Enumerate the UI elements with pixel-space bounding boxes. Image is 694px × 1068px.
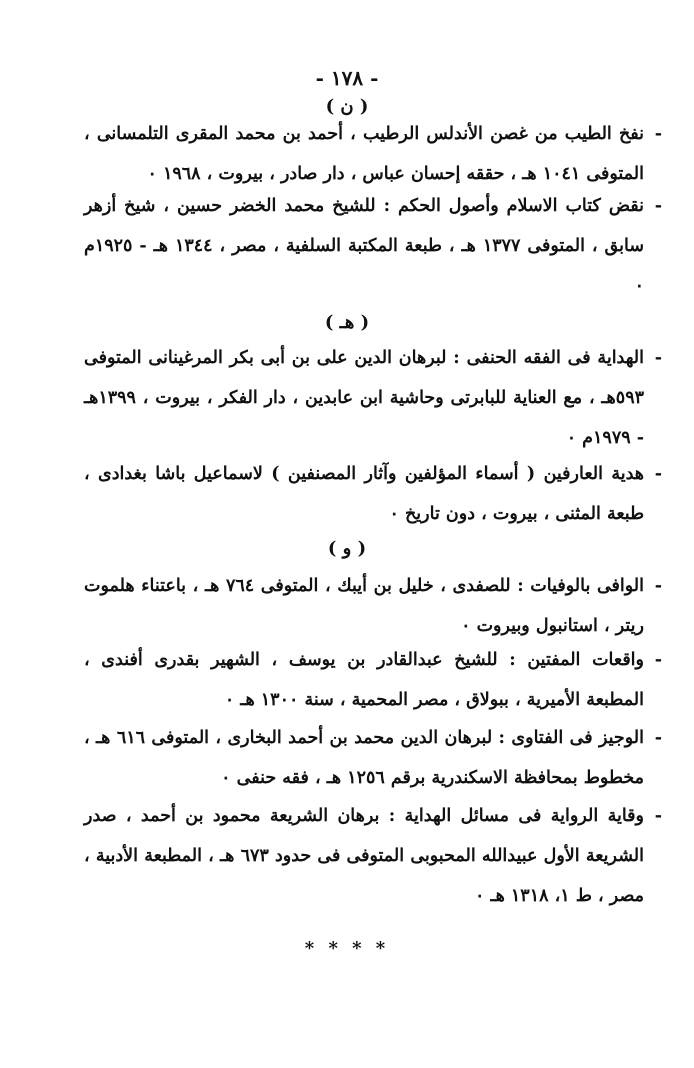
entry-dash: - [654,464,662,484]
bibliography-entry [84,186,662,306]
entry-dash: - [654,348,662,368]
entry-dash: - [654,124,662,144]
bibliography-entry [84,796,662,916]
entry-text: الوجيز فى الفتاوى : لبرهان الدين محمد بن أحمد البخارى ، المتوفى ٦١٦ هـ ، مخطوط بمحافظة الاسكندرية برقم ١٢٥٦ هـ ، فقه حنفى ٠ [84,728,644,788]
end-mark: * * * * [304,938,390,959]
entry-dash: - [654,806,662,826]
entry-dash: - [654,650,662,670]
bibliography-entry [84,718,662,798]
section-heading-nun: ( ن ) [325,96,369,117]
entry-text: وقاية الرواية فى مسائل الهداية : برهان الشريعة محمود بن أحمد ، صدر الشريعة الأول عبيدالله المحبوبى المتوفى فى حدود ٦٧٣ هـ ، المطبعة الأدبية ، مصر ، ط ١، ١٣١٨ هـ ٠ [84,806,644,906]
bibliography-entry [84,454,662,534]
bibliography-entry [84,338,662,458]
entry-text: الوافى بالوفيات : للصفدى ، خليل بن أيبك ، المتوفى ٧٦٤ هـ ، باعتناء هلموت ريتر ، استانبول وبيروت ٠ [84,576,645,636]
section-heading-ha: ( هـ ) [324,312,370,333]
page-number: - ١٧٨ - [315,66,379,90]
entry-text: نقض كتاب الاسلام وأصول الحكم : للشيخ محمد الخضر حسين ، شيخ أزهر سابق ، المتوفى ١٣٧٧ هـ ، طبعة المكتبة السلفية ، مصر ، ١٣٤٤ هـ - ١٩٢٥م ٠ [84,196,644,296]
entry-dash: - [654,576,662,596]
entry-dash: - [654,196,662,216]
bibliography-entry [84,640,662,720]
entry-text: واقعات المفتين : للشيخ عبدالقادر بن يوسف ، الشهير بقدرى أفندى ، المطبعة الأميرية ، ببولاق ، مصر المحمية ، سنة ١٣٠٠ هـ ٠ [84,650,644,710]
entry-text: نفخ الطيب من غصن الأندلس الرطيب ، أحمد بن محمد المقرى التلمسانى ، المتوفى ١٠٤١ هـ ، حققه إحسان عباس ، دار صادر ، بيروت ، ١٩٦٨ ٠ [84,124,644,184]
bibliography-entry [84,566,662,646]
entry-text: الهداية فى الفقه الحنفى : لبرهان الدين على بن أبى بكر المرغينانى المتوفى ٥٩٣هـ ، مع العناية للبابرتى وحاشية ابن عابدين ، دار الفكر ، بيروت ، ١٣٩٩هـ - ١٩٧٩م ٠ [84,348,644,448]
entry-text: هدية العارفين ( أسماء المؤلفين وآثار المصنفين ) لاسماعيل باشا بغدادى ، طبعة المثنى ، بيروت ، دون تاريخ ٠ [84,464,644,524]
section-heading-waw: ( و ) [327,538,367,559]
bibliography-entry [84,114,662,194]
entry-dash: - [654,728,662,748]
